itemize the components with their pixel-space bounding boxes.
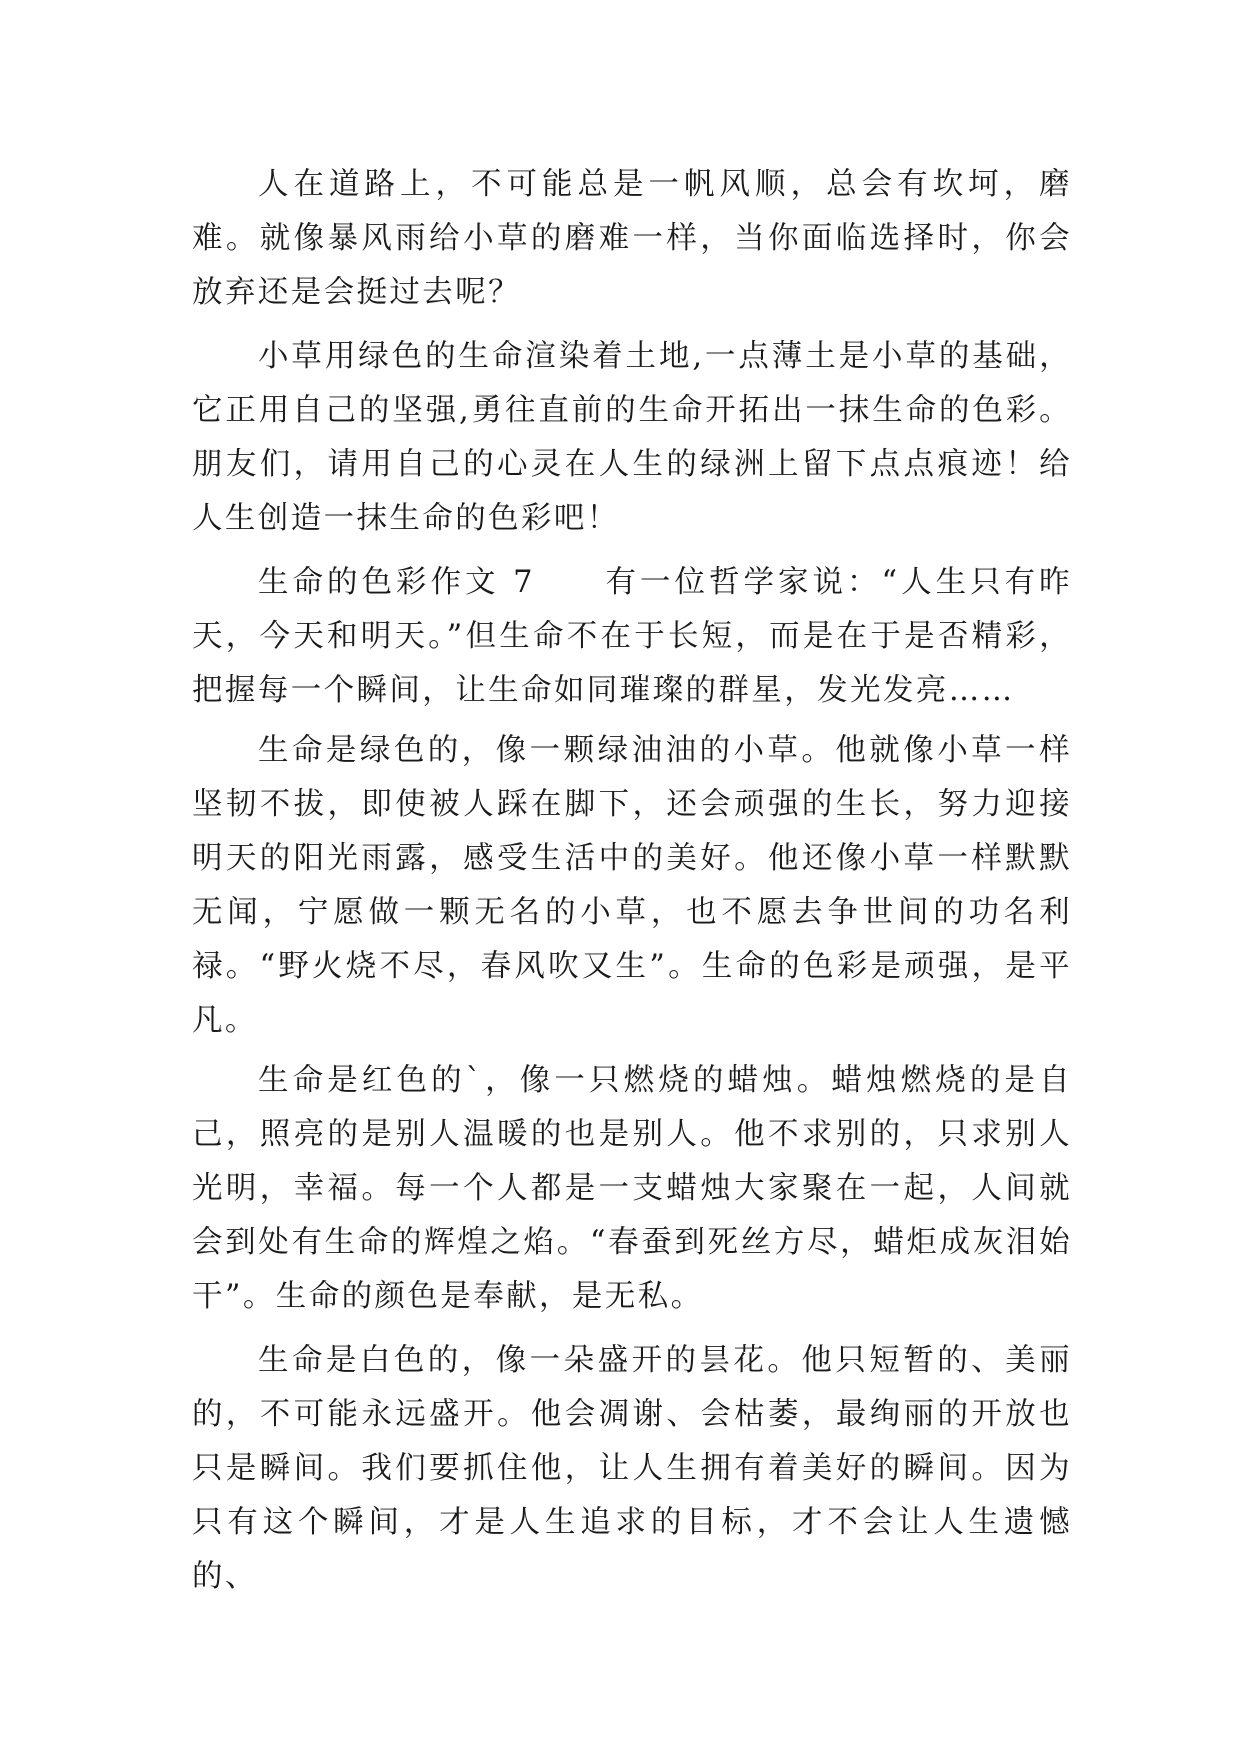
paragraph-5: 生命是红色的`，像一只燃烧的蜡烛。蜡烛燃烧的是自己，照亮的是别人温暖的也是别人。他不求别的，只求别人光明，幸福。每一个人都是一支蜡烛大家聚在一起，人间就会到处有生命的辉煌之焰。“春蚕到死丝方尽，蜡炬成灰泪始干”。生命的颜色是奉献，是无私。 [192, 1063, 1072, 1314]
paragraph-4: 生命是绿色的，像一颗绿油油的小草。他就像小草一样坚韧不拔，即使被人踩在脚下，还会顽强的生长，努力迎接明天的阳光雨露，感受生活中的美好。他还像小草一样默默无闻，宁愿做一颗无名的小草，也不愿去争世间的功名利禄。“野火烧不尽，春风吹又生”。生命的色彩是顽强，是平凡。 [192, 733, 1072, 1038]
paragraph-3: 生命的色彩作文 7 有一位哲学家说：“人生只有昨天，今天和明天。”但生命不在于长短，而是在于是否精彩，把握每一个瞬间，让生命如同璀璨的群星，发光发亮…… [192, 565, 1072, 708]
paragraph-1: 人在道路上，不可能总是一帆风顺，总会有坎坷，磨难。就像暴风雨给小草的磨难一样，当你面临选择时，你会放弃还是会挺过去呢？ [192, 167, 1072, 310]
document-body [192, 158, 1072, 1614]
paragraph-2: 小草用绿色的生命渲染着土地,一点薄土是小草的基础，它正用自己的坚强,勇往直前的生命开拓出一抹生命的色彩。朋友们，请用自己的心灵在人生的绿洲上留下点点痕迹！给人生创造一抹生命的色彩吧！ [192, 339, 1072, 536]
paragraph-6: 生命是白色的，像一朵盛开的昙花。他只短暂的、美丽的，不可能永远盛开。他会凋谢、会枯萎，最绚丽的开放也只是瞬间。我们要抓住他，让人生拥有着美好的瞬间。因为只有这个瞬间，才是人生追求的目标，才不会让人生遗憾的、 [192, 1343, 1072, 1594]
